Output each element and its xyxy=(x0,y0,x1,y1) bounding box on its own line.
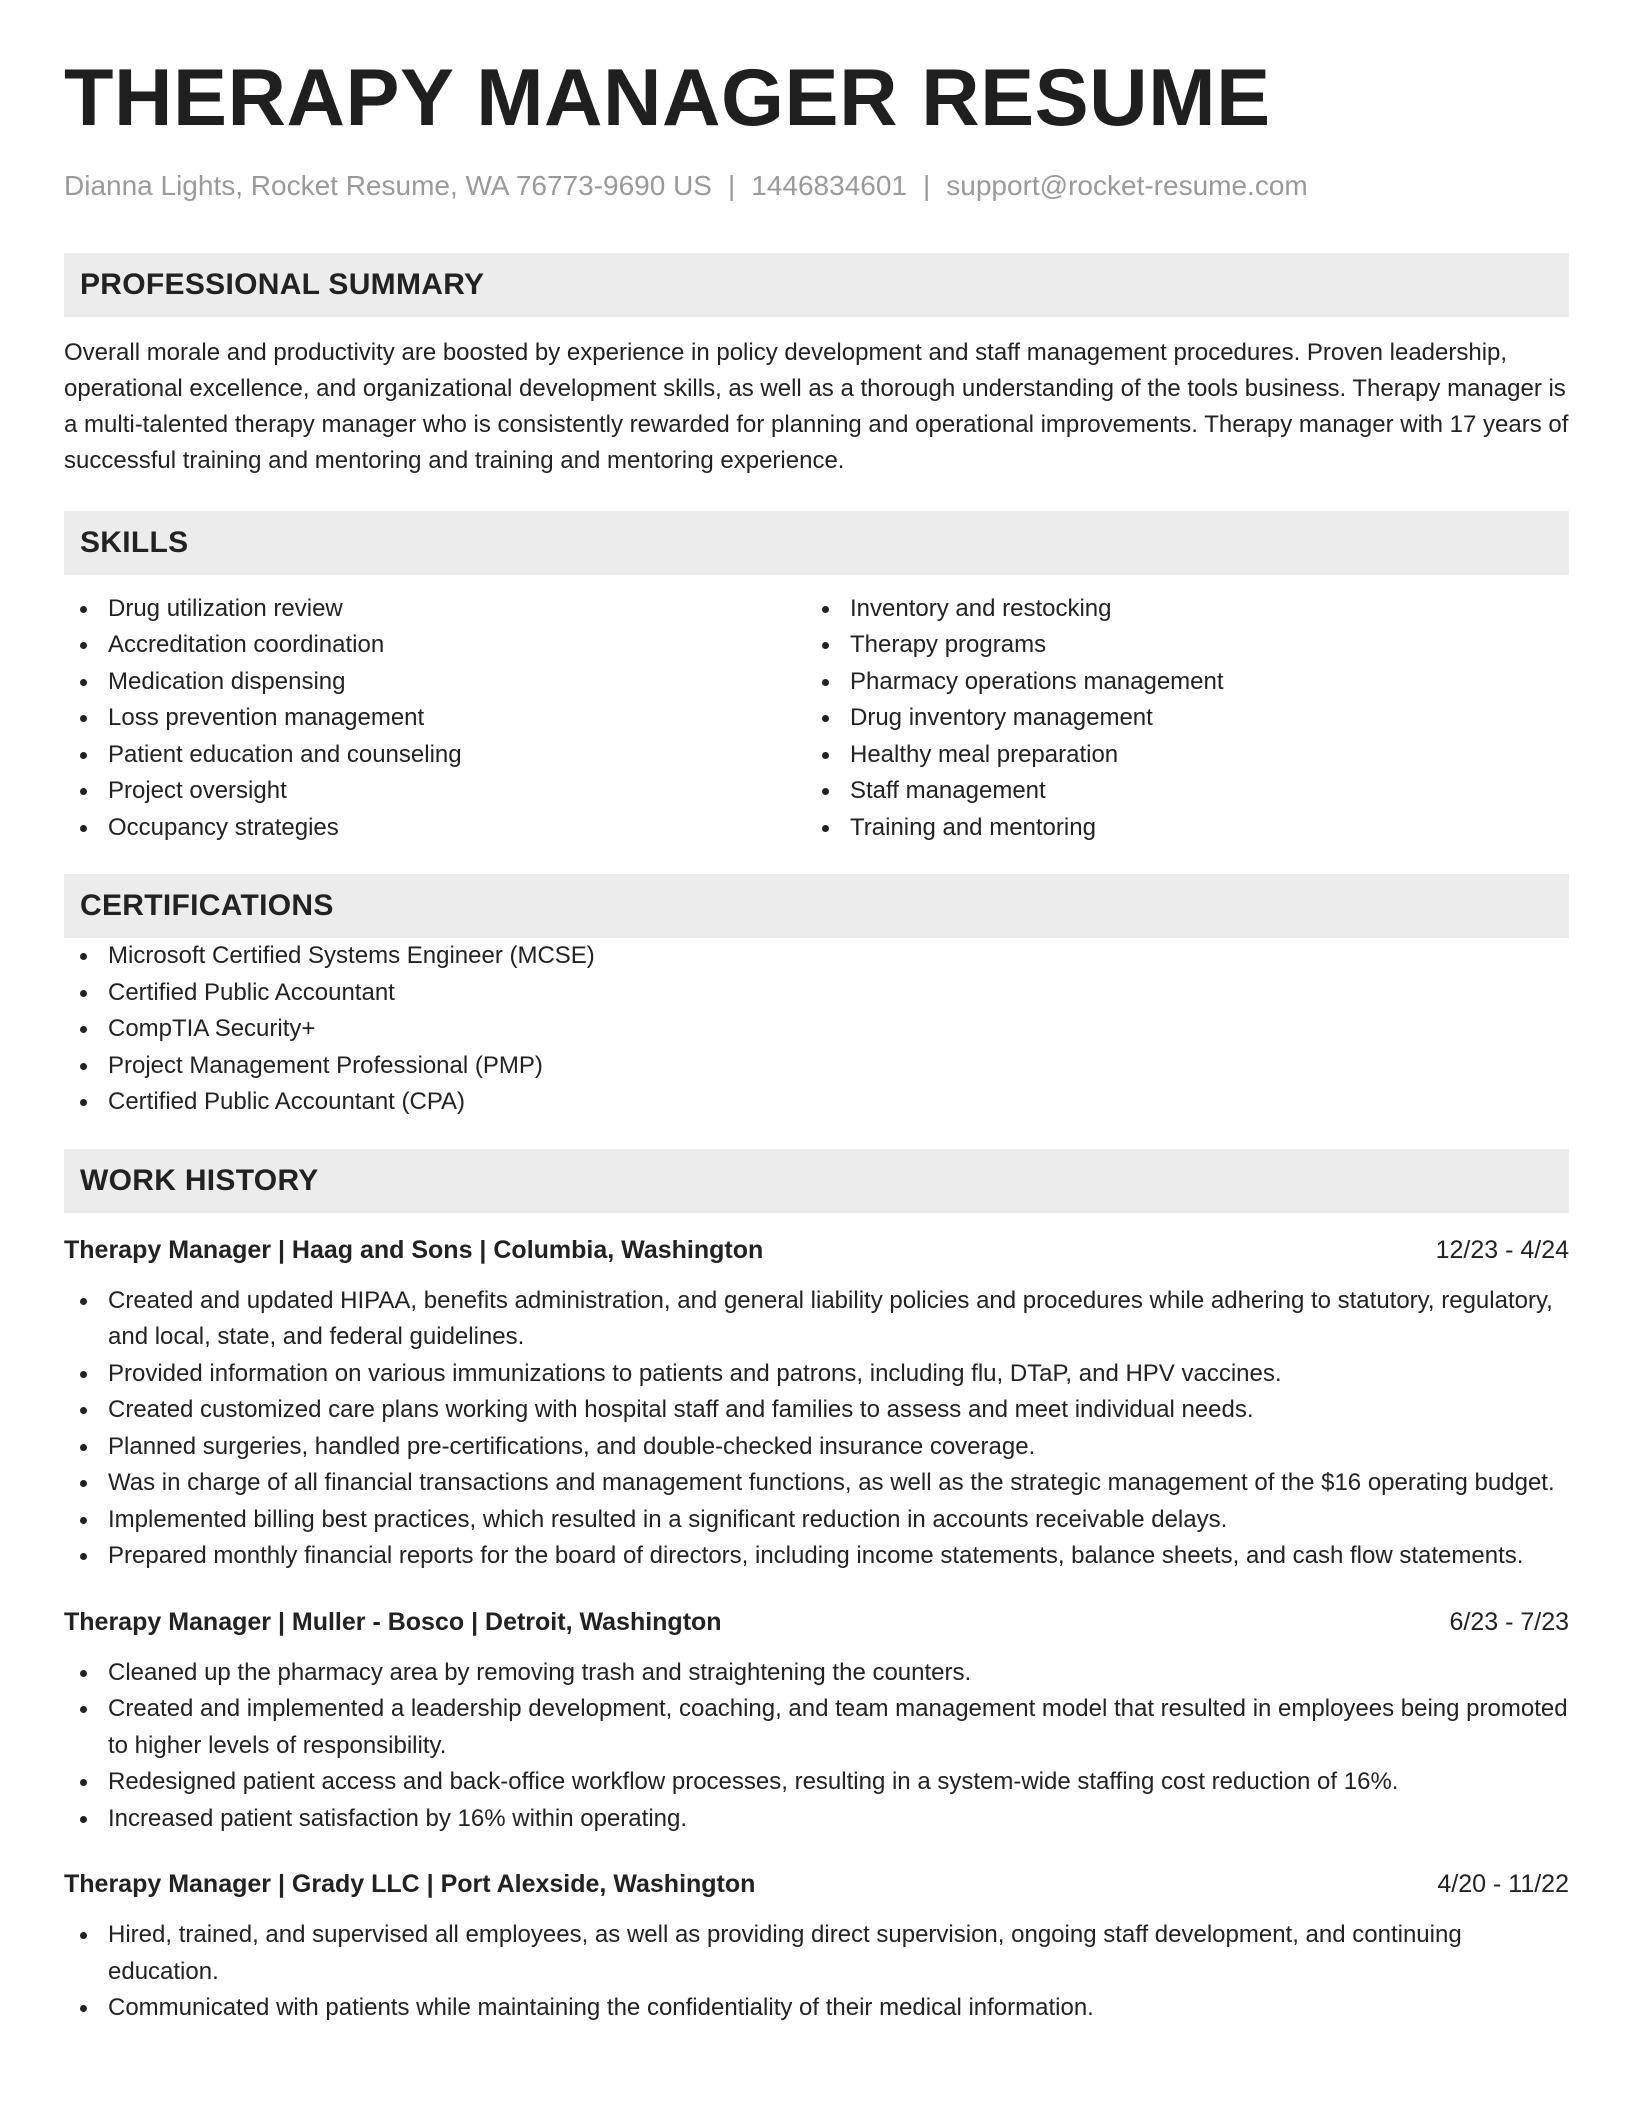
skills-list-right xyxy=(806,591,1548,847)
contact-separator: | xyxy=(923,170,931,201)
skill-item: Occupancy strategies xyxy=(64,810,806,847)
certification-item: Project Management Professional (PMP) xyxy=(64,1048,1569,1085)
job-header xyxy=(64,1605,1569,1639)
skill-item: Project oversight xyxy=(64,773,806,810)
skill-item: Therapy programs xyxy=(806,627,1548,664)
job-bullet: Created customized care plans working with hospital staff and families to assess and meet individual needs. xyxy=(64,1392,1569,1429)
job-entry xyxy=(64,1867,1569,2027)
job-bullet: Planned surgeries, handled pre-certifications, and double-checked insurance coverage. xyxy=(64,1429,1569,1466)
contact-address: Dianna Lights, Rocket Resume, WA 76773-9690 US xyxy=(64,170,712,201)
skill-item: Training and mentoring xyxy=(806,810,1548,847)
skill-item: Medication dispensing xyxy=(64,664,806,701)
skill-item: Healthy meal preparation xyxy=(806,737,1548,774)
job-entry xyxy=(64,1605,1569,1838)
certification-item: Certified Public Accountant xyxy=(64,975,1569,1012)
skill-item: Pharmacy operations management xyxy=(806,664,1548,701)
skills-grid xyxy=(64,591,1569,847)
job-header xyxy=(64,1233,1569,1267)
certification-item: CompTIA Security+ xyxy=(64,1011,1569,1048)
job-bullet: Created and updated HIPAA, benefits administration, and general liability policies and procedures while adhering to statutory, regulatory, and local, state, and federal guidelines. xyxy=(64,1283,1569,1356)
skill-item: Loss prevention management xyxy=(64,700,806,737)
job-bullet: Hired, trained, and supervised all employees, as well as providing direct supervision, ongoing staff development, and continuing education. xyxy=(64,1917,1569,1990)
job-entry xyxy=(64,1233,1569,1575)
job-bullets xyxy=(64,1283,1569,1575)
job-bullet: Was in charge of all financial transactions and management functions, as well as the strategic management of the $16 operating budget. xyxy=(64,1465,1569,1502)
job-dates: 6/23 - 7/23 xyxy=(1449,1607,1569,1636)
job-bullet: Communicated with patients while maintaining the confidentiality of their medical information. xyxy=(64,1990,1569,2027)
skill-item: Patient education and counseling xyxy=(64,737,806,774)
job-bullet: Implemented billing best practices, which resulted in a significant reduction in accounts receivable delays. xyxy=(64,1502,1569,1539)
section-header-certifications: CERTIFICATIONS xyxy=(64,874,1569,938)
resume-title: THERAPY MANAGER RESUME xyxy=(64,53,1271,143)
job-dates: 4/20 - 11/22 xyxy=(1437,1870,1569,1899)
section-header-work-history: WORK HISTORY xyxy=(64,1149,1569,1213)
certification-item: Microsoft Certified Systems Engineer (MCSE) xyxy=(64,938,1569,975)
skill-item: Drug inventory management xyxy=(806,700,1548,737)
contact-line xyxy=(64,169,1569,203)
certification-item: Certified Public Accountant (CPA) xyxy=(64,1084,1569,1121)
job-bullet: Provided information on various immunizations to patients and patrons, including flu, DTaP, and HPV vaccines. xyxy=(64,1356,1569,1393)
job-title: Therapy Manager | Muller - Bosco | Detroit, Washington xyxy=(64,1607,722,1636)
job-title: Therapy Manager | Haag and Sons | Columbia, Washington xyxy=(64,1235,764,1264)
job-bullets xyxy=(64,1655,1569,1838)
section-header-summary: PROFESSIONAL SUMMARY xyxy=(64,253,1569,317)
job-title: Therapy Manager | Grady LLC | Port Alexside, Washington xyxy=(64,1870,756,1899)
skill-item: Staff management xyxy=(806,773,1548,810)
skill-item: Drug utilization review xyxy=(64,591,806,628)
job-dates: 12/23 - 4/24 xyxy=(1435,1235,1569,1264)
job-header xyxy=(64,1867,1569,1901)
job-bullet: Increased patient satisfaction by 16% within operating. xyxy=(64,1801,1569,1838)
certifications-list xyxy=(64,938,1569,1121)
skill-item: Accreditation coordination xyxy=(64,627,806,664)
job-bullet: Cleaned up the pharmacy area by removing trash and straightening the counters. xyxy=(64,1655,1569,1692)
contact-separator: | xyxy=(727,170,736,201)
contact-email[interactable]: support@rocket-resume.com xyxy=(946,170,1308,201)
summary-text: Overall morale and productivity are boosted by experience in policy development and staff management procedures. Proven leadership, operational excellence, and organizational development skills, as well as a thorough understanding of the tools business. Therapy manager is a multi-talented therapy manager who is consistently rewarded for planning and operational improvements. Therapy manager with 17 years of successful training and mentoring and training and mentoring experience. xyxy=(64,338,1569,474)
job-bullet: Prepared monthly financial reports for the board of directors, including income statements, balance sheets, and cash flow statements. xyxy=(64,1538,1569,1575)
job-bullets xyxy=(64,1917,1569,2027)
job-bullet: Redesigned patient access and back-office workflow processes, resulting in a system-wide staffing cost reduction of 16%. xyxy=(64,1764,1569,1801)
skills-list-left xyxy=(64,591,806,847)
section-header-skills: SKILLS xyxy=(64,511,1569,575)
contact-phone: 1446834601 xyxy=(751,170,907,201)
job-bullet: Created and implemented a leadership development, coaching, and team management model that resulted in employees being promoted to higher levels of responsibility. xyxy=(64,1691,1569,1764)
skill-item: Inventory and restocking xyxy=(806,591,1548,628)
